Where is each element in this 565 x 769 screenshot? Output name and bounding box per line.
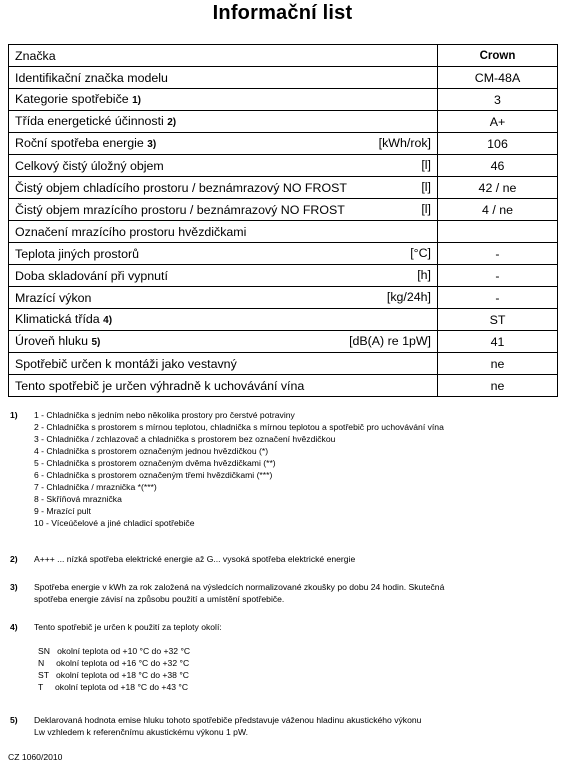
spec-unit: [h]: [417, 268, 431, 282]
spec-row: [9, 309, 558, 331]
footnote-line: Spotřeba energie v kWh za rok založená na výsledcích normalizované zkoušky po dobu 24 hodin. Skutečná: [34, 582, 445, 592]
footnote-line: 2 - Chladnička s prostorem s mírnou teplotou, chladnička s mírnou teplotou a spotřebič pro uchovávání vína: [34, 422, 444, 432]
spec-label-cell: [9, 155, 438, 177]
spec-row: [9, 353, 558, 375]
spec-label: Klimatická třída: [15, 311, 100, 326]
footnote-body: [34, 581, 554, 605]
footnote-line: ST okolní teplota od +18 °C do +38 °C: [38, 670, 189, 680]
spec-value: [438, 221, 558, 243]
footnote-line: 10 - Víceúčelové a jiné chladicí spotřebiče: [34, 518, 195, 528]
spec-label: Doba skladování při vypnutí: [15, 268, 168, 283]
footnote-line: SN okolní teplota od +10 °C do +32 °C: [38, 646, 191, 656]
spec-value: -: [438, 265, 558, 287]
spec-value: 3: [438, 89, 558, 111]
spec-unit: [kWh/rok]: [378, 136, 431, 150]
page-title: Informační list: [212, 2, 353, 24]
spec-row: [9, 89, 558, 111]
spec-label-cell: [9, 309, 438, 331]
footnote-ref: 2): [167, 116, 177, 128]
spec-row: [9, 45, 558, 67]
spec-label-cell: [9, 375, 438, 397]
footnote-body: [34, 714, 554, 738]
footnote-body: [34, 621, 554, 693]
spec-label: Celkový čistý úložný objem: [15, 158, 164, 173]
spec-label: Mrazící výkon: [15, 290, 92, 305]
spec-value: ne: [438, 353, 558, 375]
footnote-line: 1 - Chladnička s jedním nebo několika prostory pro čerstvé potraviny: [34, 410, 295, 420]
footnote-line: Lw vzhledem k referenčnímu akustickému výkonu 1 pW.: [34, 727, 248, 737]
footnote-ref: 3): [147, 138, 157, 150]
footnote-number: 4): [10, 622, 18, 632]
spec-row: [9, 221, 558, 243]
spec-value: -: [438, 243, 558, 265]
spec-label: Tento spotřebič je určen výhradně k uchovávání vína: [15, 378, 305, 393]
spec-label-cell: [9, 111, 438, 133]
spec-row: [9, 265, 558, 287]
footnote-body: [34, 409, 554, 529]
footnote-line: A+++ ... nízká spotřeba elektrické energie až G... vysoká spotřeba elektrické energie: [34, 554, 356, 564]
spec-label: Značka: [15, 48, 56, 63]
spec-value: 46: [438, 155, 558, 177]
spec-label-cell: [9, 287, 438, 309]
spec-unit: [dB(A) re 1pW]: [349, 334, 431, 348]
spec-label: Kategorie spotřebiče: [15, 91, 129, 106]
spec-value: Crown: [438, 45, 558, 67]
spec-label-cell: [9, 243, 438, 265]
spec-value: 4 / ne: [438, 199, 558, 221]
spec-label: Třída energetické účinnosti: [15, 113, 164, 128]
footnote-body: [34, 553, 554, 565]
spec-row: [9, 155, 558, 177]
footnote-line: 9 - Mrazící pult: [34, 506, 91, 516]
footnote-line: 8 - Skříňová mraznička: [34, 494, 122, 504]
footnote-number: 1): [10, 410, 18, 420]
spec-label: Označení mrazícího prostoru hvězdičkami: [15, 224, 247, 239]
regulation-reference: CZ 1060/2010: [8, 752, 63, 762]
spec-row: [9, 331, 558, 353]
spec-unit: [°C]: [410, 246, 431, 260]
spec-label-cell: [9, 353, 438, 375]
footnote-line: T okolní teplota od +18 °C do +43 °C: [38, 682, 189, 692]
footnote-number: 3): [10, 582, 18, 592]
footnote-line: Tento spotřebič je určen k použití za teploty okolí:: [34, 622, 222, 632]
spec-value: A+: [438, 111, 558, 133]
spec-label: Teplota jiných prostorů: [15, 246, 139, 261]
footnote-line: 6 - Chladnička s prostorem označeným třemi hvězdičkami (***): [34, 470, 273, 480]
footnote-number: 5): [10, 715, 18, 725]
footnote-line: 4 - Chladnička s prostorem označeným jednou hvězdičkou (*): [34, 446, 269, 456]
spec-row: [9, 243, 558, 265]
spec-label-cell: [9, 331, 438, 353]
footnote-line: [34, 633, 554, 645]
spec-label-cell: [9, 221, 438, 243]
spec-label-cell: [9, 89, 438, 111]
footnote-line: spotřeba energie závisí na způsobu použití a umístění spotřebiče.: [34, 594, 285, 604]
footnote-line: N okolní teplota od +16 °C do +32 °C: [38, 658, 190, 668]
spec-unit: [kg/24h]: [386, 290, 431, 304]
spec-row: [9, 375, 558, 397]
spec-value: 41: [438, 331, 558, 353]
spec-value: ST: [438, 309, 558, 331]
footnote-ref: 1): [132, 94, 142, 106]
footnote-line: 5 - Chladnička s prostorem označeným dvěma hvězdičkami (**): [34, 458, 276, 468]
spec-table: [8, 44, 558, 397]
spec-label-cell: [9, 177, 438, 199]
spec-value: CM-48A: [438, 67, 558, 89]
spec-unit: [l]: [421, 180, 431, 194]
spec-value: 106: [438, 133, 558, 155]
spec-value: 42 / ne: [438, 177, 558, 199]
spec-label-cell: [9, 133, 438, 155]
footnote-number: 2): [10, 554, 18, 564]
spec-label: Čistý objem mrazícího prostoru / beznámrazový NO FROST: [15, 202, 345, 217]
spec-row: [9, 287, 558, 309]
spec-unit: [l]: [421, 158, 431, 172]
footnote-line: 3 - Chladnička / zchlazovač a chladnička s prostorem bez označení hvězdičkou: [34, 434, 336, 444]
spec-unit: [l]: [421, 202, 431, 216]
footnote-line: 7 - Chladnička / mraznička *(***): [34, 482, 157, 492]
spec-row: [9, 199, 558, 221]
spec-label-cell: [9, 45, 438, 67]
spec-label-cell: [9, 199, 438, 221]
spec-label-cell: [9, 67, 438, 89]
footnote-ref: 5): [91, 336, 101, 348]
spec-label: Spotřebič určen k montáži jako vestavný: [15, 356, 237, 371]
footnote-line: Deklarovaná hodnota emise hluku tohoto spotřebiče představuje váženou hladinu akustického výkonu: [34, 715, 422, 725]
spec-row: [9, 133, 558, 155]
spec-label-cell: [9, 265, 438, 287]
spec-value: ne: [438, 375, 558, 397]
spec-label: Roční spotřeba energie: [15, 135, 144, 150]
spec-label: Čistý objem chladícího prostoru / beznámrazový NO FROST: [15, 180, 347, 195]
spec-row: [9, 177, 558, 199]
spec-row: [9, 67, 558, 89]
spec-row: [9, 111, 558, 133]
spec-value: -: [438, 287, 558, 309]
spec-label: Úroveň hluku: [15, 333, 89, 348]
footnote-ref: 4): [103, 314, 113, 326]
spec-label: Identifikační značka modelu: [15, 70, 168, 85]
